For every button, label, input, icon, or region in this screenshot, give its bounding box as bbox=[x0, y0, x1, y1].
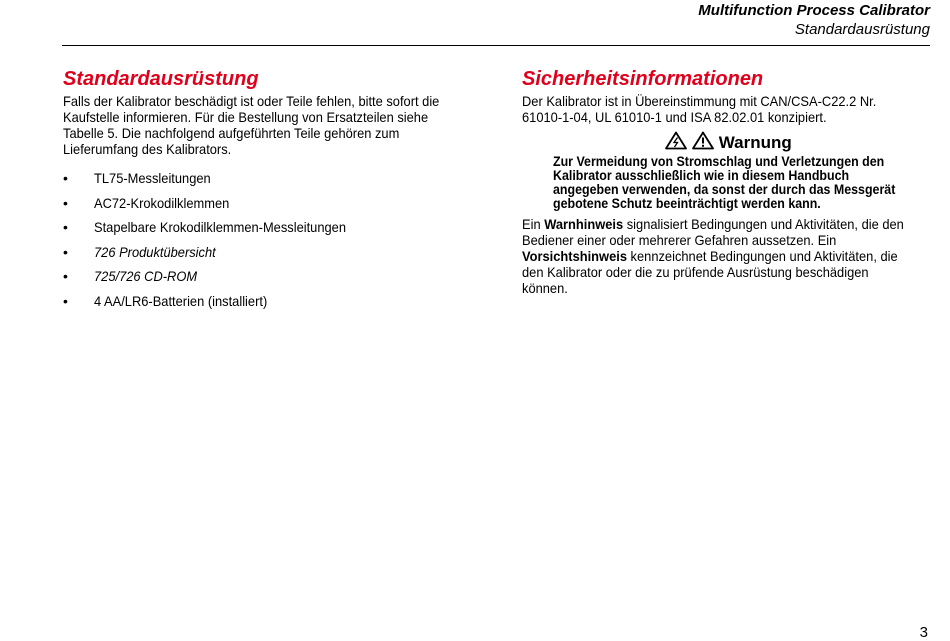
list-item: • 4 AA/LR6-Batterien (installiert) bbox=[63, 292, 268, 309]
warnhinweis-term: Warnhinweis bbox=[544, 216, 624, 232]
list-item: • 726 Produktübersicht bbox=[63, 243, 216, 260]
bullet-icon: • bbox=[63, 268, 68, 284]
list-item: • 725/726 CD-ROM bbox=[63, 268, 198, 284]
bullet-icon: • bbox=[63, 243, 68, 260]
section-heading-standard-equipment: Standardausrüstung bbox=[63, 68, 259, 90]
warning-title: Warnung bbox=[718, 133, 792, 152]
bullet-icon: • bbox=[63, 292, 68, 309]
warning-caution-definition: Ein Warnhinweis signalisiert Bedingungen und Aktivitäten, die den Bediener einer oder mehrerer Gefahren aussetzen. Ein Vorsichtshinweis kennzeichnet Bedingungen und Aktivitäten, die den Kalibrator oder die zu prüfende Ausrüstung beschädigen können. bbox=[522, 216, 904, 296]
list-item: • TL75-Messleitungen bbox=[63, 170, 211, 186]
right-column bbox=[522, 66, 917, 296]
list-item: • Stapelbare Krokodilklemmen-Messleitungen bbox=[63, 219, 347, 235]
caution-triangle-icon bbox=[692, 131, 714, 150]
page-number: 3 bbox=[919, 624, 928, 641]
standard-equipment-intro: Falls der Kalibrator beschädigt ist oder Teile fehlen, bitte sofort die Kaufstelle informieren. Für die Bestellung von Ersatzteilen siehe Tabelle 5. Die nachfolgend aufgeführten Teile gehören zum Lieferumfang des Kalibrators. bbox=[63, 93, 440, 157]
list-item: • AC72-Krokodilklemmen bbox=[63, 194, 230, 211]
running-header-title: Multifunction Process Calibrator bbox=[698, 2, 930, 19]
header-rule bbox=[62, 45, 930, 46]
warning-text: Zur Vermeidung von Stromschlag und Verletzungen den Kalibrator ausschließlich wie in diesem Handbuch angegeben verwenden, da sonst der durch das Messgerät gebotene Schutz beeinträchtigt werden kann. bbox=[553, 154, 896, 211]
section-heading-safety-information: Sicherheitsinformationen bbox=[522, 68, 764, 90]
running-header-section: Standardausrüstung bbox=[794, 21, 930, 38]
vorsichtshinweis-term: Vorsichtshinweis bbox=[522, 248, 627, 264]
bullet-icon: • bbox=[63, 170, 68, 186]
equipment-list bbox=[63, 169, 463, 316]
left-column bbox=[63, 66, 463, 316]
electric-shock-warning-icon bbox=[665, 131, 687, 150]
warning-heading bbox=[522, 131, 917, 153]
bullet-icon: • bbox=[63, 219, 68, 235]
bullet-icon: • bbox=[63, 194, 68, 211]
safety-intro: Der Kalibrator ist in Übereinstimmung mit CAN/CSA-C22.2 Nr. 61010-1-04, UL 61010-1 und ISA 82.02.01 konzipiert. bbox=[522, 93, 877, 125]
